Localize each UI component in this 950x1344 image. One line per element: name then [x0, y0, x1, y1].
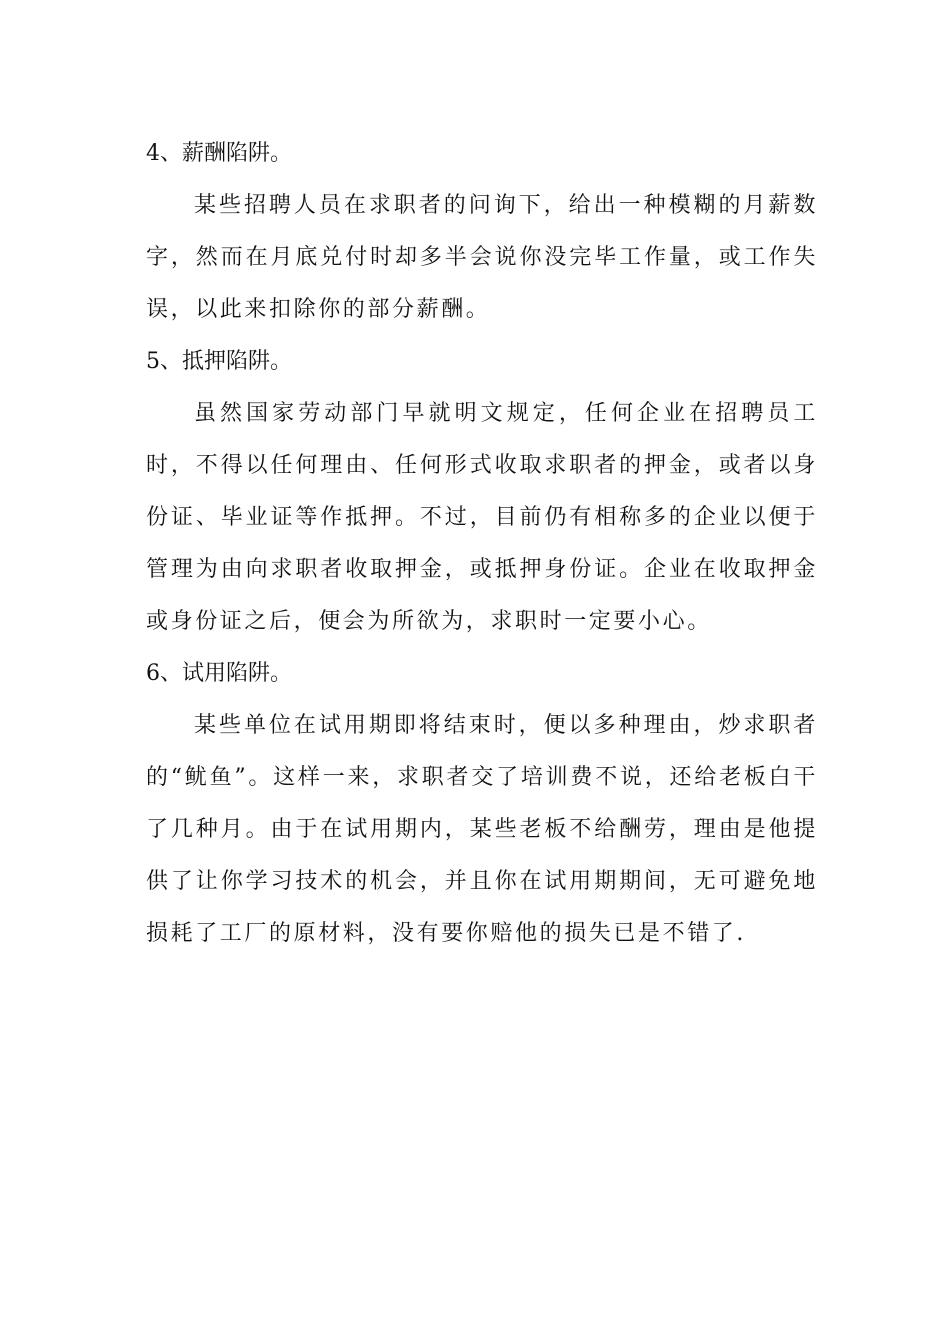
document-body	[146, 128, 818, 960]
section-heading-deposit-trap: 5、抵押陷阱。	[146, 349, 292, 374]
section-heading-probation-trap: 6、试用陷阱。	[146, 661, 292, 686]
section-paragraph-probation-trap: 某些单位在试用期即将结束时，便以多种理由，炒求职者的“鱿鱼”。这样一来，求职者交了培训费不说，还给老板白干了几种月。由于在试用期内，某些老板不给酬劳，理由是他提供了让你学习技术的机会，并且你在试用期期间，无可避免地损耗了工厂的原材料，没有要你赔他的损失已是不错了.	[146, 713, 818, 946]
section-paragraph-deposit-trap: 虽然国家劳动部门早就明文规定，任何企业在招聘员工时，不得以任何理由、任何形式收取求职者的押金，或者以身份证、毕业证等作抵押。不过，目前仍有相称多的企业以便于管理为由向求职者收取押金，或抵押身份证。企业在收取押金或身份证之后，便会为所欲为，求职时一定要小心。	[146, 401, 818, 634]
section-heading-salary-trap: 4、薪酬陷阱。	[146, 141, 292, 166]
section-paragraph-salary-trap: 某些招聘人员在求职者的问询下，给出一种模糊的月薪数字，然而在月底兑付时却多半会说你没完毕工作量，或工作失误，以此来扣除你的部分薪酬。	[146, 193, 818, 322]
